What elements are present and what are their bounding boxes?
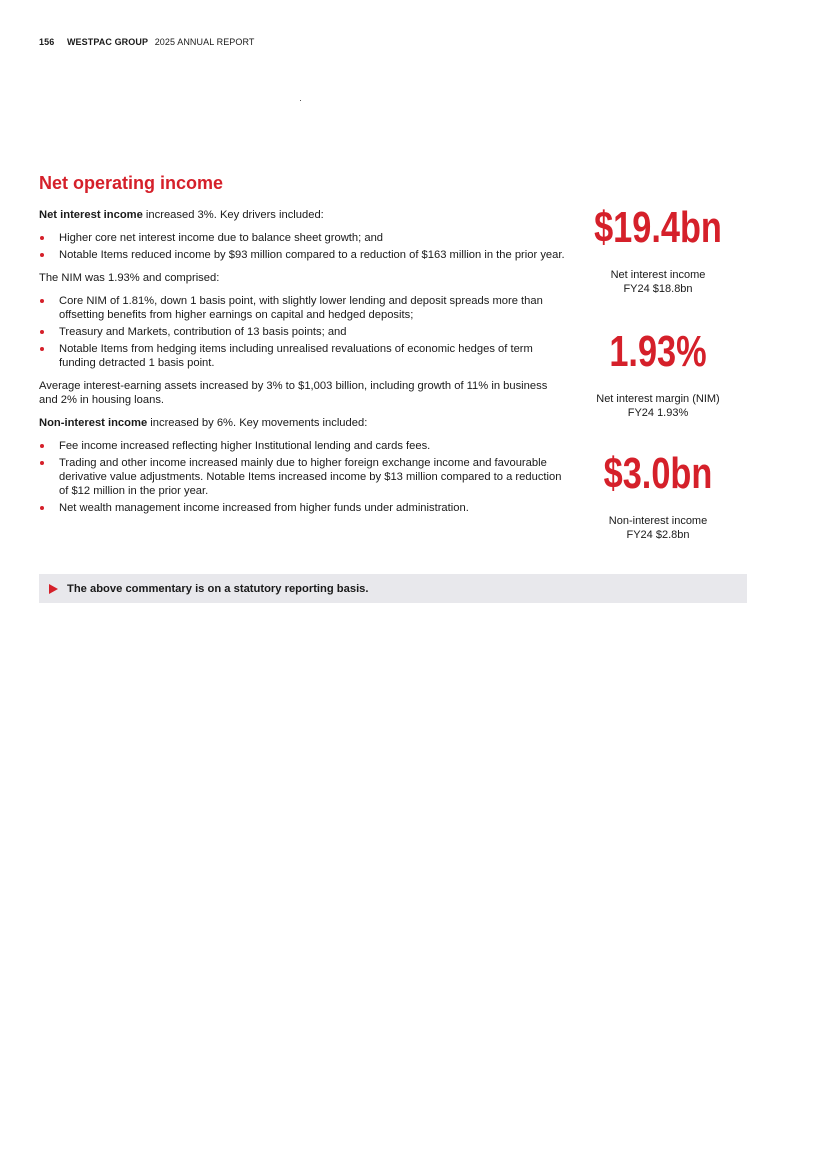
metric-net-interest-margin [572,324,744,420]
list-item: Treasury and Markets, contribution of 13 basis points; and [39,325,569,339]
nim-bullet-list [39,294,569,370]
statutory-basis-note [39,574,747,603]
nim-intro: The NIM was 1.93% and comprised: [39,272,220,284]
non-interest-lead [39,416,569,430]
metric-non-interest-income [572,446,744,542]
page-number: 156 [39,37,55,47]
metric-value: 1.93% [609,327,707,376]
non-interest-bullet-list [39,439,569,515]
metric-prior-year: FY24 $2.8bn [626,529,690,541]
metric-label: Net interest income [610,269,706,281]
list-item: Trading and other income increased mainly due to higher foreign exchange income and favourable derivative value adjustments. Notable Items increased income by $13 million compared to a reduction of $12 million in the prior year. [39,456,569,498]
metric-value: $19.4bn [594,203,722,252]
metric-label: Non-interest income [608,515,708,527]
non-interest-lead-rest: increased by 6%. Key movements included: [147,417,368,429]
metric-net-interest-income [572,200,744,296]
list-item: Higher core net interest income due to balance sheet growth; and [39,231,569,245]
list-item: Notable Items reduced income by $93 million compared to a reduction of $163 million in the prior year. [39,248,569,262]
bullet-icon [40,299,44,303]
section-title: Net operating income [39,173,224,193]
list-item: Notable Items from hedging items including unrealised revaluations of economic hedges of term funding detracted 1 basis point. [39,342,569,370]
bullet-icon [40,347,44,351]
metric-value: $3.0bn [603,449,713,498]
bullet-icon [40,506,44,510]
bullet-icon [40,461,44,465]
list-item: Fee income increased reflecting higher Institutional lending and cards fees. [39,439,569,453]
page-header [39,37,255,47]
organization-name: WESTPAC GROUP [66,37,149,47]
triangle-right-icon [49,584,58,594]
report-name: 2025 ANNUAL REPORT [154,37,255,47]
bullet-icon [40,330,44,334]
stray-dot [300,100,301,101]
bullet-icon [40,444,44,448]
list-item: Net wealth management income increased from higher funds under administration. [39,501,569,515]
nii-bullet-list [39,231,569,262]
main-content [39,208,569,524]
non-interest-lead-bold: Non-interest income [39,417,148,429]
metric-prior-year: FY24 1.93% [627,407,689,419]
bullet-icon [40,253,44,257]
nii-lead [39,208,569,222]
bullet-icon [40,236,44,240]
nii-lead-bold: Net interest income [39,209,143,221]
nii-lead-rest: increased 3%. Key drivers included: [142,209,324,221]
metric-label: Net interest margin (NIM) [596,393,720,405]
metric-prior-year: FY24 $18.8bn [623,283,693,295]
note-text: The above commentary is on a statutory reporting basis. [67,582,369,595]
list-item: Core NIM of 1.81%, down 1 basis point, with slightly lower lending and deposit spreads more than offsetting benefits from higher earnings on capital and hedged deposits; [39,294,569,322]
assets-paragraph: Average interest-earning assets increased by 3% to $1,003 billion, including growth of 11% in business and 2% in housing loans. [39,380,548,406]
